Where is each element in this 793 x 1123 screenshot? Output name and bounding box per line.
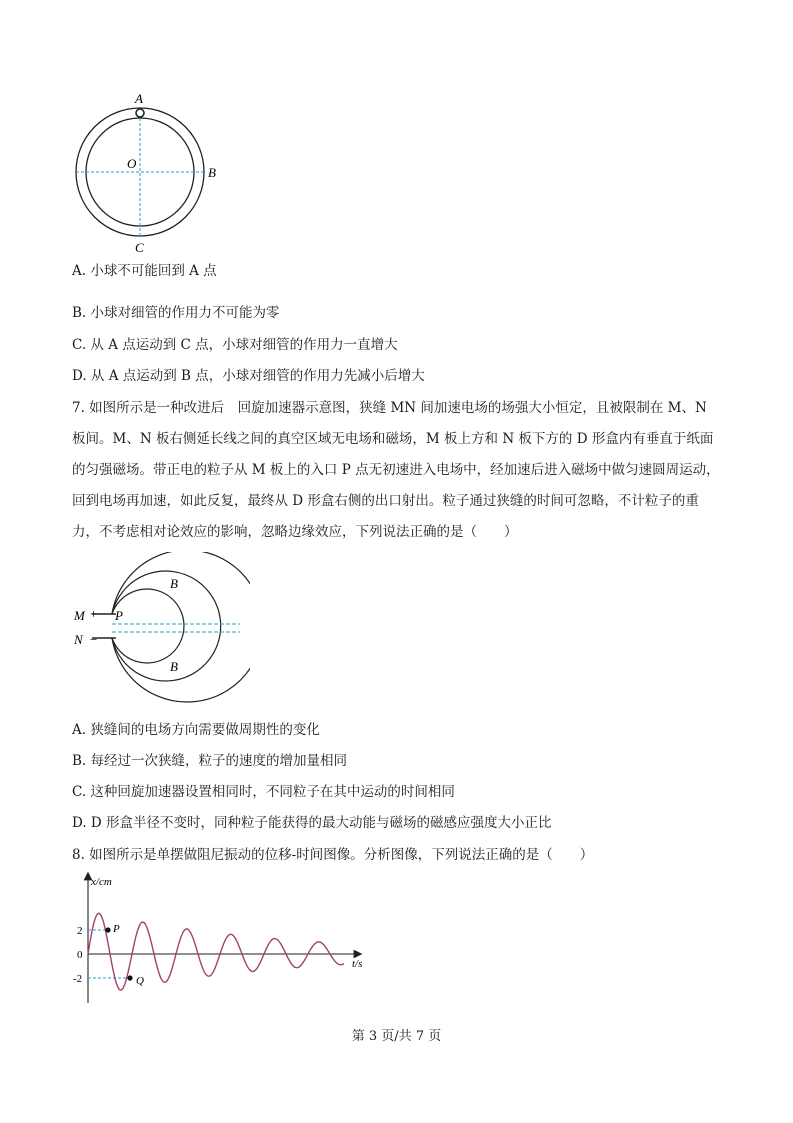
page-footer: 第 3 页/共 7 页 xyxy=(351,1029,442,1044)
q7-option-b: B. 每经过一次狭缝，粒子的速度的增加量相同 xyxy=(72,753,348,769)
label-B-top: B xyxy=(170,576,178,591)
damped-oscillation-chart xyxy=(68,868,378,1008)
label-P: P xyxy=(115,608,123,623)
q6-option-c: C. 从 A 点运动到 C 点，小球对细管的作用力一直增大 xyxy=(72,337,398,353)
point-P xyxy=(105,927,110,932)
ball xyxy=(136,109,144,117)
dee-middle-arc xyxy=(112,571,221,681)
q7-stem-line-3: 的匀强磁场。带正电的粒子从 M 板上的入口 P 点无初速进入电场中，经加速后进入磁场中做匀速圆周运动， xyxy=(72,462,720,478)
label-B: B xyxy=(208,165,216,180)
label-P: P xyxy=(113,923,120,935)
outer-circle xyxy=(76,108,204,236)
tick-label-0: 0 xyxy=(77,949,83,961)
q7-stem-line-1: 7. 如图所示是一种改进后 回旋加速器示意图，狭缝 MN 间加速电场的场强大小恒定，且被限制在 M、N xyxy=(72,400,707,416)
q7-option-c: C. 这种回旋加速器设置相同时，不同粒子在其中运动的时间相同 xyxy=(72,784,455,800)
ring-figure xyxy=(68,88,228,258)
q7-stem-line-2: 板间。M、N 板右侧延长线之间的真空区域无电场和磁场，M 板上方和 N 板下方的 D 形盒内有垂直于纸面 xyxy=(72,431,714,447)
q6-option-b: B. 小球对细管的作用力不可能为零 xyxy=(72,305,280,321)
cyclotron-figure xyxy=(70,552,250,708)
label-M: M xyxy=(74,608,85,623)
q7-stem-line-5: 力，不考虑相对论效应的影响，忽略边缘效应，下列说法正确的是（ ） xyxy=(72,524,518,540)
y-axis-label: x/cm xyxy=(91,876,112,888)
dee-outer-arc xyxy=(112,552,250,702)
q7-stem-line-4: 回到电场再加速，如此反复，最终从 D 形盒右侧的出口射出。粒子通过狭缝的时间可忽略，不计粒子的重 xyxy=(72,493,699,509)
dee-inner-arc xyxy=(112,589,184,663)
label-minus: − xyxy=(90,632,98,647)
q7-option-d: D. D 形盒半径不变时，同种粒子能获得的最大动能与磁场的磁感应强度大小正比 xyxy=(72,815,552,831)
label-plus: + xyxy=(90,606,98,621)
oscillation-curve xyxy=(88,913,344,990)
label-A: A xyxy=(135,91,143,106)
label-O: O xyxy=(127,156,137,171)
point-Q xyxy=(127,975,132,980)
tick-label-2: 2 xyxy=(77,925,83,937)
q8-stem: 8. 如图所示是单摆做阻尼振动的位移-时间图像。分析图像，下列说法正确的是（ ） xyxy=(72,847,594,863)
label-C: C xyxy=(135,240,144,255)
q6-option-d: D. 从 A 点运动到 B 点，小球对细管的作用力先减小后增大 xyxy=(72,368,425,384)
label-B-bottom: B xyxy=(170,659,178,674)
tick-label-minus-2: -2 xyxy=(73,973,83,985)
x-axis-label: t/s xyxy=(352,958,363,970)
q7-option-a: A. 狭缝间的电场方向需要做周期性的变化 xyxy=(72,722,320,738)
label-Q: Q xyxy=(136,975,144,987)
label-N: N xyxy=(74,632,83,647)
q6-option-a: A. 小球不可能回到 A 点 xyxy=(72,263,217,279)
